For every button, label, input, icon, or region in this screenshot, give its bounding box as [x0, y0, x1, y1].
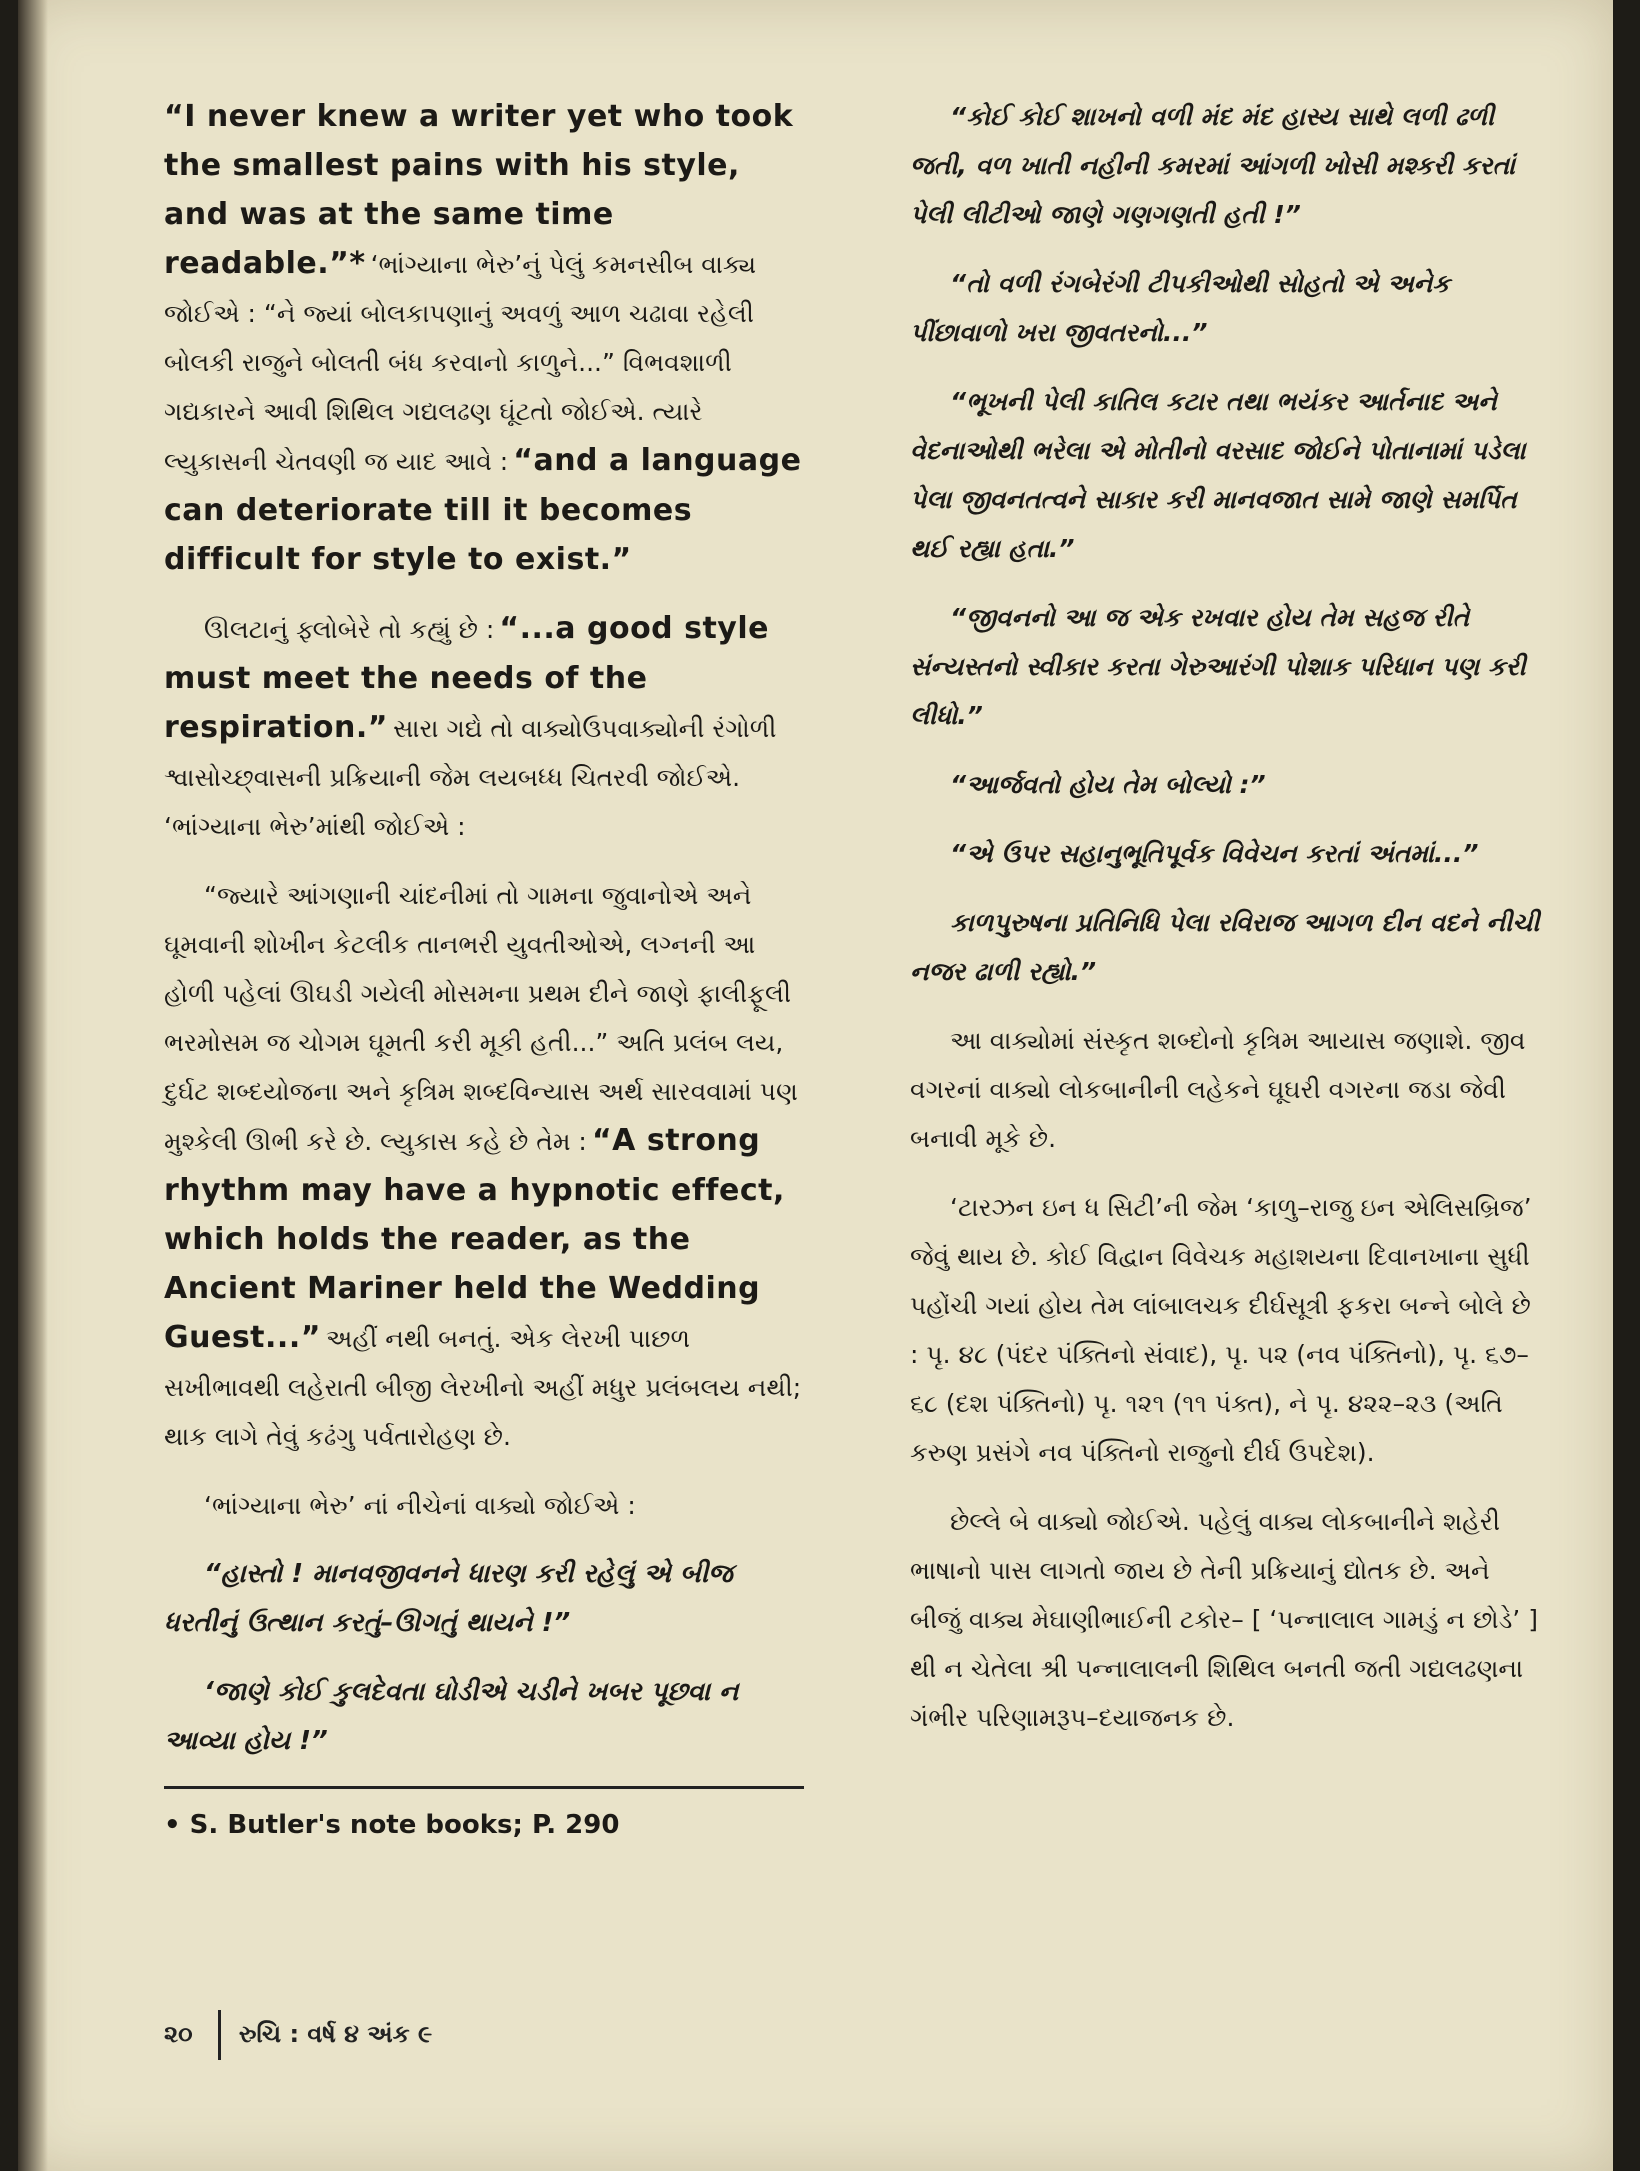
right-paragraph-10: છેલ્લે બે વાક્યો જોઈએ. પહેલું વાક્ય લોકબાનીને શહેરી ભાષાનો પાસ લાગતો જાય છે તેની પ્રક્રિયાનું દ્યોતક છે. અને બીજું વાક્ય મેઘાણીભાઈની ટકોર– [ ‘પન્નાલાલ ગામડું ન છોડે’ ] થી ન ચેતેલા શ્રી પન્નાલાલની શિથિલ બનતી જતી ગદ્યલઢણના ગંભીર પરિણામરૂપ–દયાજનક છે.	[910, 1507, 1538, 1732]
right-quote-5: “આર્જવતો હોય તેમ બોલ્યો :”	[950, 770, 1266, 799]
butler-quote: “I never knew a writer yet who took the smallest pains with his style, and was at the same time readable.”*	[164, 99, 794, 281]
page-footer	[164, 2020, 432, 2048]
quote-1: “હાસ્તો ! માનવજીવનને ધારણ કરી રહેલું એ બીજ ધરતીનું ઉત્થાન કરતું–ઊગતું થાયને !”	[164, 1559, 733, 1638]
right-quote-7: કાળપુરુષના પ્રતિનિધિ પેલા રવિરાજ આગળ દીન વદને નીચી નજર ઢાળી રહ્યો.”	[910, 908, 1540, 986]
right-paragraph-8: આ વાક્યોમાં સંસ્કૃત શબ્દોનો કૃત્રિમ આયાસ જણાશે. જીવ વગરનાં વાક્યો લોકબાનીની લહેકને ઘૂઘરી વગરના જડા જેવી બનાવી મૂકે છે.	[910, 1026, 1526, 1153]
footnote-rule	[164, 1786, 804, 1789]
paragraph-2	[164, 604, 804, 851]
magazine-page	[18, 0, 1613, 2171]
quote-2: ‘જાણે કોઈ કુલદેવતા ઘોડીએ ચડીને ખબર પૂછવા ન આવ્યા હોય !”	[164, 1677, 739, 1756]
journal-issue: રુચિ : વર્ષ ૪ અંક ૯	[238, 2020, 433, 2048]
right-column	[910, 92, 1540, 1762]
page-number: ૨૦	[164, 2020, 193, 2048]
right-quote-4: “જીવનનો આ જ એક રખવાર હોય તેમ સહજ રીતે સંન્યસ્તનો સ્વીકાર કરતા ગેરુઆરંગી પોશાક પરિધાન પણ કરી લીધો.”	[910, 603, 1526, 730]
right-paragraph-9: ‘ટારઝન ઇન ધ સિટી’ની જેમ ‘કાળુ–રાજુ ઇન એલિસબ્રિજ’ જેવું થાય છે. કોઈ વિદ્વાન વિવેચક મહાશયના દિવાનખાના સુધી પહોંચી ગયાં હોય તેમ લાંબાલચક દીર્ઘસૂત્રી ફકરા બન્ને બોલે છે : પૃ. ૪૮ (પંદર પંક્તિનો સંવાદ), પૃ. ૫૨ (નવ પંક્તિનો), પૃ. ૬૭–૬૮ (દશ પંક્તિનો) પૃ. ૧૨૧ (૧૧ પંક્ત), ને પૃ. ૪૨૨–૨૩ (અતિ કરુણ પ્રસંગે નવ પંક્તિનો રાજુનો દીર્ઘ ઉપદેશ).	[910, 1193, 1532, 1467]
right-quote-1: “કોઈ કોઈ શાખનો વળી મંદ મંદ હાસ્ય સાથે લળી ઢળી જતી, વળ ખાતી નહીની કમરમાં આંગળી ખોસી મશ્કરી કરતાં પેલી લીટીઓ જાણે ગણગણતી હતી !”	[910, 102, 1516, 229]
right-quote-2: “તો વળી રંગબેરંગી ટીપકીઓથી સોહતો એ અનેક પીંછાવાળો ખરા જીવતરનો...”	[910, 269, 1450, 347]
paragraph-1	[164, 92, 804, 584]
paragraph-2-gujarati-tail: સારા ગદ્યે તો વાક્યોઉપવાક્યોની રંગોળી શ્વાસોચ્છ્‌વાસની પ્રક્રિયાની જેમ લયબધ્ધ ચિતરવી જોઈએ. ‘ભાંગ્યાના ભેરુ’માંથી જોઈએ :	[164, 714, 777, 841]
left-column	[164, 92, 804, 1845]
book-spine-shadow	[18, 0, 48, 2171]
paragraph-3-gujarati-tail: અહીં નથી બનતું. એક લેરખી પાછળ સખીભાવથી લહેરાતી બીજી લેરખીનો અહીં મધુર પ્રલંબલય નથી; થાક લાગે તેવું કઢંગુ પર્વતારોહણ છે.	[164, 1324, 802, 1451]
paragraph-3	[164, 871, 804, 1461]
paragraph-3-gujarati: “જ્યારે આંગણાની ચાંદનીમાં તો ગામના જુવાનોએ અને ઘૂમવાની શોખીન કેટલીક તાનભરી યુવતીઓએ, લગ્નની આ હોળી પહેલાં ઊઘડી ગયેલી મોસમના પ્રથમ દીને જાણે ફાલીફૂલી ભરમોસમ જ ચોગમ ઘૂમતી કરી મૂકી હતી...” અતિ પ્રલંબ લય, દુર્ઘટ શબ્દયોજના અને કૃત્રિમ શબ્દવિન્યાસ અર્થ સારવવામાં પણ મુશ્કેલી ઊભી કરે છે. લ્યુકાસ કહે છે તેમ :	[164, 881, 798, 1156]
lucas-quote: “and a language can deteriorate till it becomes difficult for style to exist.”	[164, 443, 802, 577]
rhythm-quote: “A strong rhythm may have a hypnotic effect, which holds the reader, as the Ancient Mariner held the Wedding Guest...”	[164, 1123, 785, 1355]
right-quote-3: “ભૂખની પેલી કાતિલ કટાર તથા ભયંકર આર્તનાદ અને વેદનાઓથી ભરેલા એ મોતીનો વરસાદ જોઈને પોતાનામાં પડેલા પેલા જીવનતત્વને સાકાર કરી માનવજાત સામે જાણે સમર્પિત થઈ રહ્યા હતા.”	[910, 387, 1526, 563]
right-quote-6: “એ ઉપર સહાનુભૂતિપૂર્વક વિવેચન કરતાં અંતમાં...”	[950, 839, 1479, 868]
paragraph-1-gujarati: ‘ભાંગ્યાના ભેરુ’નું પેલું કમનસીબ વાક્ય જોઈએ : “ને જ્યાં બોલકાપણાનું અવળું આળ ચઢાવા રહેલી બોલકી રાજુને બોલતી બંધ કરવાનો કાળુને...” વિભવશાળી ગદ્યકારને આવી શિથિલ ગદ્યલઢણ ઘૂંટતો જોઈએ. ત્યારે લ્યુકાસની ચેતવણી જ યાદ આવે :	[164, 250, 757, 476]
paragraph-2-gujarati: ઊલટાનું ફ્લોબેરે તો કહ્યું છે :	[204, 615, 495, 644]
flaubert-quote: “...a good style must meet the needs of the respiration.”	[164, 611, 769, 745]
footnote: • S. Butler's note books; P. 290	[164, 1810, 620, 1840]
paragraph-4: ‘ભાંગ્યાના ભેરુ’ નાં નીચેનાં વાક્યો જોઈએ :	[204, 1491, 636, 1520]
